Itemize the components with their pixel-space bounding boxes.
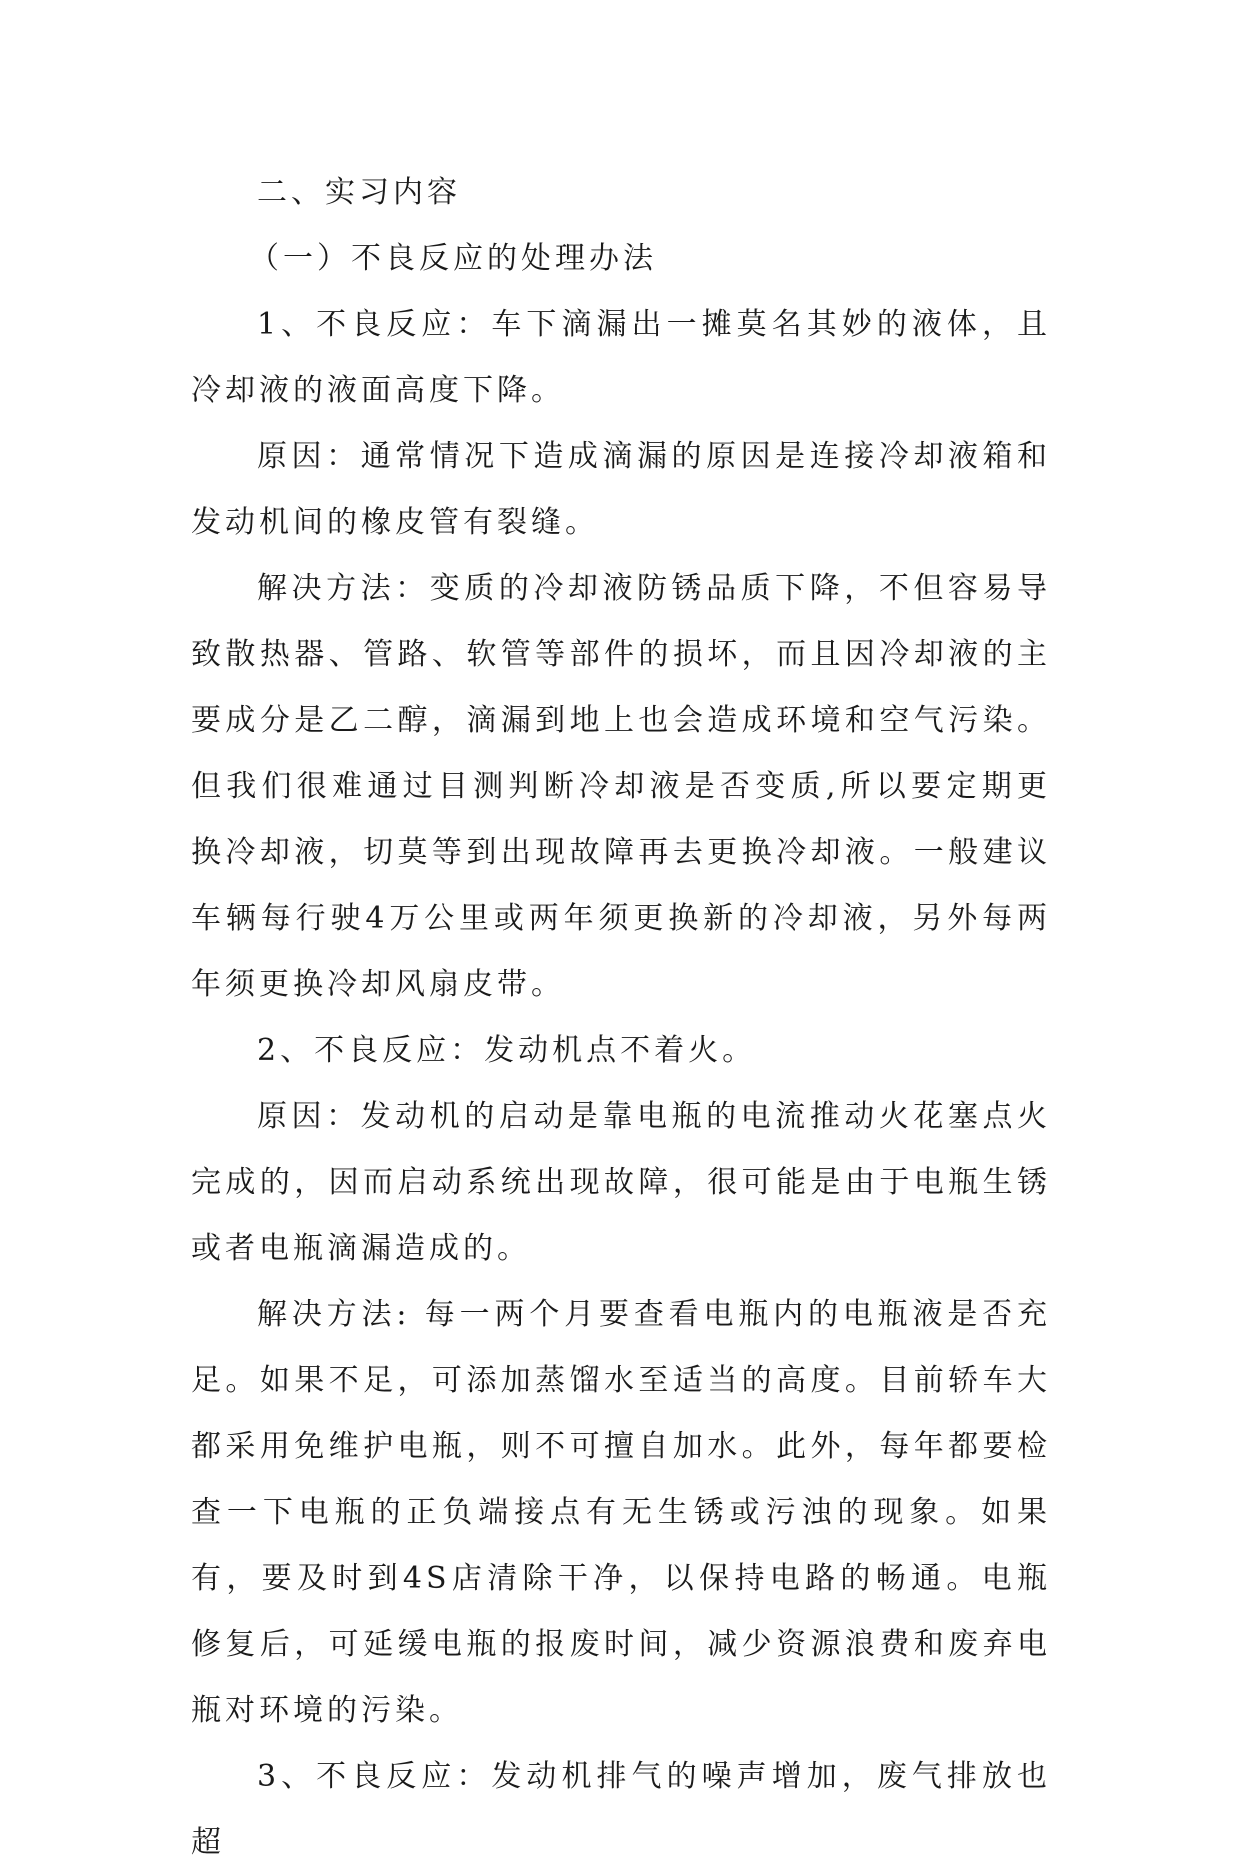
paragraph: 1、不良反应：车下滴漏出一摊莫名其妙的液体，且冷却液的液面高度下降。 bbox=[191, 307, 1051, 408]
paragraph: 3、不良反应：发动机排气的噪声增加，废气排放也超 bbox=[191, 1759, 1051, 1860]
document-page bbox=[191, 160, 1051, 1876]
paragraph: 原因：发动机的启动是靠电瓶的电流推动火花塞点火完成的，因而启动系统出现故障，很可能是由于电瓶生锈或者电瓶滴漏造成的。 bbox=[191, 1099, 1051, 1266]
paragraph: 解决方法: 每一两个月要查看电瓶内的电瓶液是否充足。如果不足，可添加蒸馏水至适当的高度。目前轿车大都采用免维护电瓶，则不可擅自加水。此外，每年都要检查一下电瓶的正负端接点有无生锈或污浊的现象。如果有，要及时到4S店清除干净，以保持电路的畅通。电瓶修复后，可延缓电瓶的报废时间，减少资源浪费和废弃电瓶对环境的污染。 bbox=[191, 1297, 1051, 1728]
section-heading: 二、实习内容 bbox=[257, 175, 461, 210]
subsection-heading: （一）不良反应的处理办法 bbox=[249, 241, 657, 276]
paragraph: 2、不良反应：发动机点不着火。 bbox=[257, 1033, 757, 1068]
paragraph: 解决方法：变质的冷却液防锈品质下降，不但容易导致散热器、管路、软管等部件的损坏，而且因冷却液的主要成分是乙二醇，滴漏到地上也会造成环境和空气污染。但我们很难通过目测判断冷却液是否变质,所以要定期更换冷却液，切莫等到出现故障再去更换冷却液。一般建议车辆每行驶4万公里或两年须更换新的冷却液，另外每两年须更换冷却风扇皮带。 bbox=[191, 571, 1051, 1002]
paragraph: 原因：通常情况下造成滴漏的原因是连接冷却液箱和发动机间的橡皮管有裂缝。 bbox=[191, 439, 1051, 540]
